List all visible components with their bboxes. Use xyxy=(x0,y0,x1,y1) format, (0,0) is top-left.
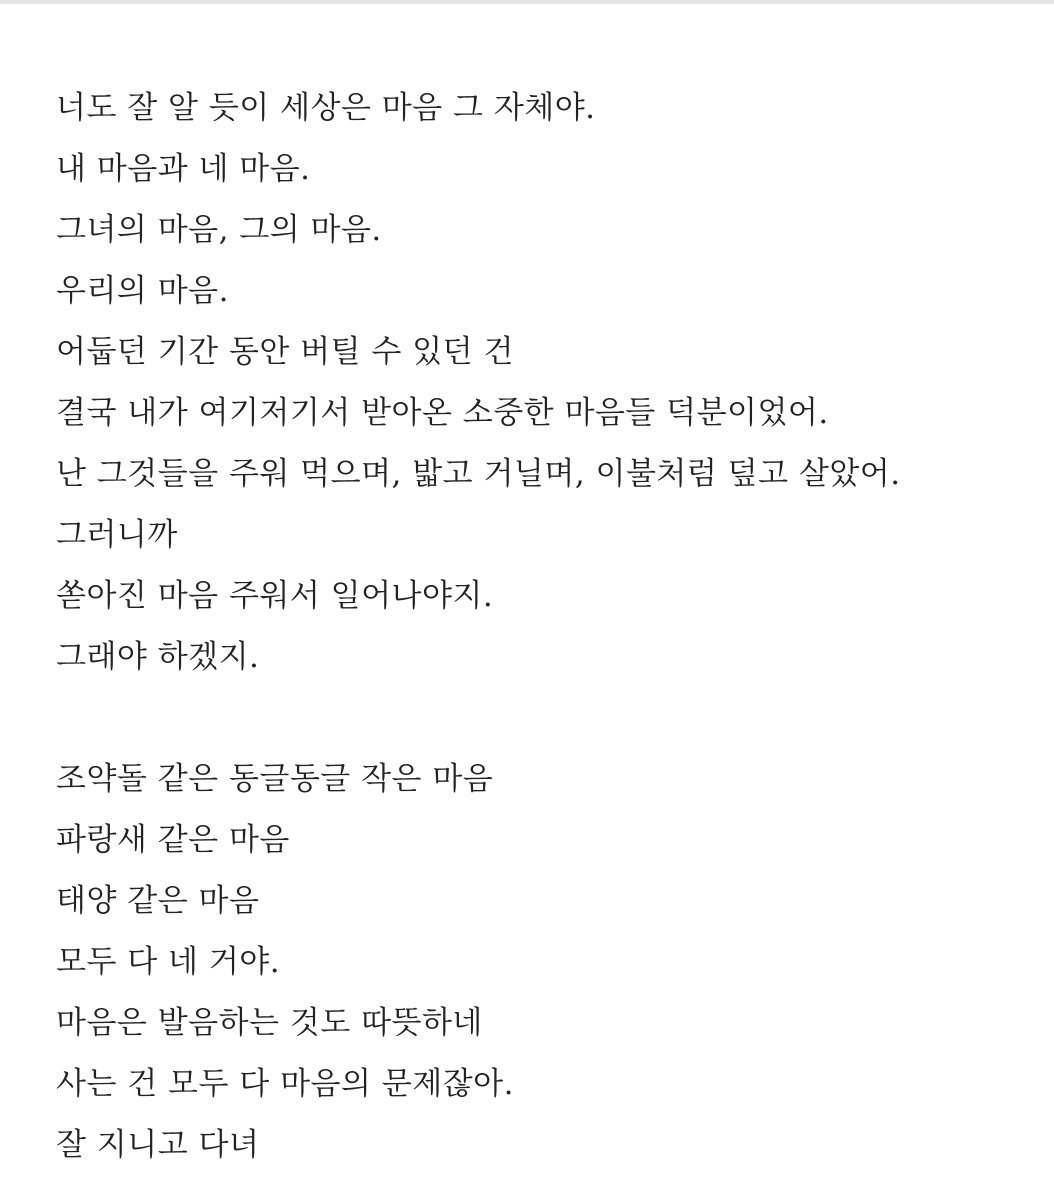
text-line: 우리의 마음. xyxy=(56,273,229,309)
text-line: 파랑새 같은 마음 xyxy=(56,822,290,858)
text-line: 잘 지니고 다녀 xyxy=(56,1127,260,1163)
text-line: 사는 건 모두 다 마음의 문제잖아. xyxy=(56,1066,514,1102)
stanza-1 xyxy=(56,78,1016,688)
text-line: 그녀의 마음, 그의 마음. xyxy=(56,212,382,248)
text-line: 마음은 발음하는 것도 따뜻하네 xyxy=(56,1005,483,1041)
text-line: 그러니까 xyxy=(56,517,178,553)
text-line: 모두 다 네 거야. xyxy=(56,944,281,980)
top-divider xyxy=(0,0,1054,4)
text-line: 조약돌 같은 동글동글 작은 마음 xyxy=(56,761,494,797)
text-line: 너도 잘 알 듯이 세상은 마음 그 자체야. xyxy=(56,90,596,126)
text-line: 그래야 하겠지. xyxy=(56,639,260,675)
text-line: 결국 내가 여기저기서 받아온 소중한 마음들 덕분이었어. xyxy=(56,395,829,431)
text-line: 내 마음과 네 마음. xyxy=(56,151,311,187)
text-line: 쏟아진 마음 주워서 일어나야지. xyxy=(56,578,494,614)
text-line: 태양 같은 마음 xyxy=(56,883,260,919)
text-line: 난 그것들을 주워 먹으며, 밟고 거닐며, 이불처럼 덮고 살았어. xyxy=(56,456,901,492)
stanza-2 xyxy=(56,749,1016,1176)
text-line: 어둡던 기간 동안 버틸 수 있던 건 xyxy=(56,334,514,370)
document-body xyxy=(56,78,1016,1176)
